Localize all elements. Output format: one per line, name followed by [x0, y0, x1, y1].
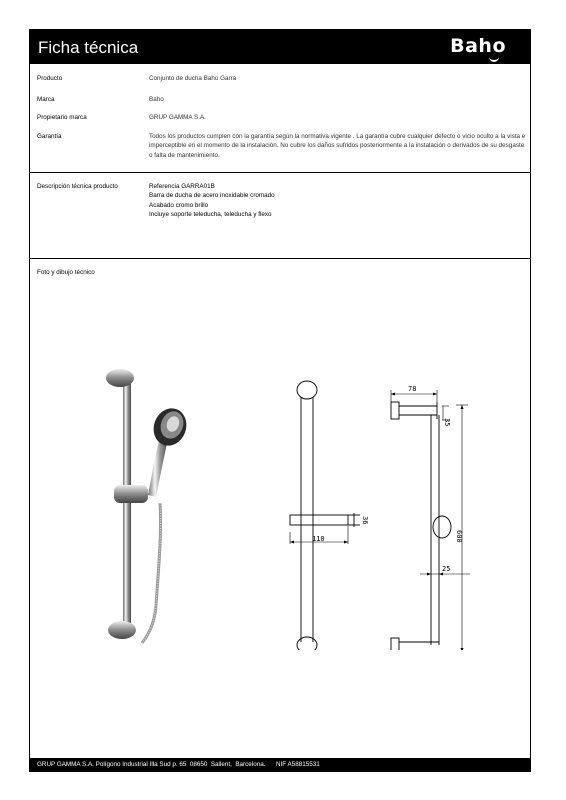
footer-address: GRUP GAMMA S.A. Polígono Industrial Illa Sud p. 65 08650 Sallent, Barcelona. NIF A58815531: [37, 761, 320, 768]
bottom-bracket: [108, 621, 136, 639]
warranty-label: Garantía: [37, 133, 62, 140]
shower-hose: [142, 503, 161, 643]
handset-handle: [148, 437, 168, 497]
dim-36: 36: [361, 516, 369, 525]
divider: [30, 172, 530, 173]
page-title: Ficha técnica: [38, 38, 139, 57]
description-label: Descripción técnica producto: [37, 183, 118, 190]
header-bar: [30, 30, 530, 64]
warranty-value: Todos los productos cumplen con la garantía según la normativa vigente . La garantía cubre cualquier defecto o vicio oculto a la vista e imperceptible en el momento de la instalación. No cubre los daños sufridos posteriormente a la instalación o derivados de su desgaste o falta de mantenimiento.: [149, 133, 526, 159]
technical-drawing: [270, 360, 470, 650]
dim-35: 35: [443, 418, 451, 427]
brand-value: Baho: [149, 96, 164, 103]
description-lines: [149, 182, 529, 220]
product-photo: [90, 365, 210, 655]
front-top-end: [297, 381, 317, 399]
description-line: Acabado cromo brillo: [149, 201, 209, 209]
brand-logo: Baho: [450, 35, 506, 57]
front-bottom-end: [297, 637, 317, 650]
description-line: Incluye soporte teleducha, teleducha y flexo: [149, 211, 272, 219]
side-top-bracket: [391, 402, 399, 419]
divider: [30, 258, 530, 259]
description-line: Barra de ducha de acero inoxidable cromado: [149, 192, 275, 200]
front-holder: [290, 515, 348, 525]
slide-bar: [123, 375, 131, 633]
spec-sheet: [29, 29, 531, 772]
owner-value: GRUP GAMMA S.A.: [149, 114, 206, 121]
product-value: Conjunto de ducha Baho Garra: [149, 75, 237, 82]
handset-holder: [114, 485, 148, 503]
dim-110: 110: [312, 535, 325, 543]
brand-label: Marca: [37, 96, 55, 103]
photo-label: Foto y dibujo técnico: [37, 269, 95, 276]
logo-smile-icon: [489, 55, 499, 62]
dim-78: 78: [408, 385, 417, 393]
footer-bar: [30, 758, 530, 771]
product-label: Producto: [37, 75, 63, 82]
owner-label: Propietario marca: [37, 114, 87, 121]
dim-25: 25: [442, 565, 451, 573]
description-line: Referencia GARRA01B: [149, 183, 215, 190]
side-bottom-bracket: [391, 638, 399, 650]
dim-600: 600: [455, 530, 463, 543]
top-bracket: [106, 369, 134, 387]
side-holder: [433, 516, 451, 538]
